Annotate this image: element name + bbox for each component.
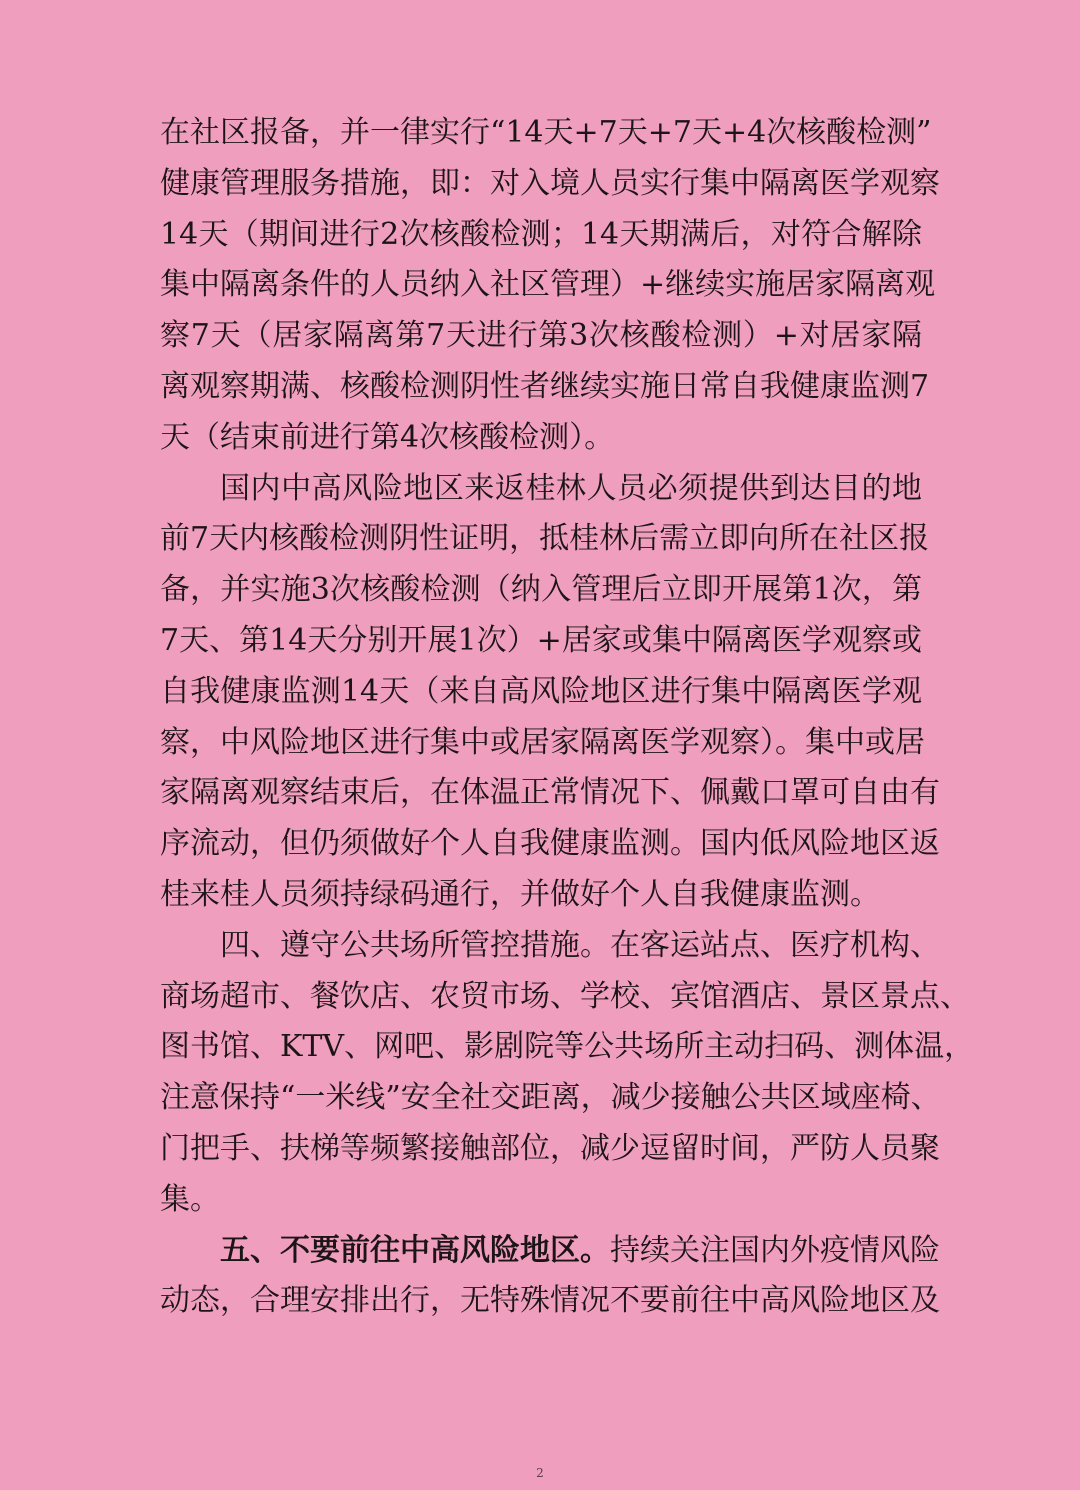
text-line: 察7天（居家隔离第7天进行第3次核酸检测）+对居家隔: [160, 318, 922, 354]
text-line: 集中隔离条件的人员纳入社区管理）+继续实施居家隔离观: [160, 267, 936, 303]
text-line: 前7天内核酸检测阴性证明，抵桂林后需立即向所在社区报: [160, 521, 930, 557]
text-line: 7天、第14天分别开展1次）+居家或集中隔离医学观察或: [160, 622, 922, 658]
section-five-line: [160, 1226, 940, 1277]
text-line: 注意保持“一米线”安全社交距离，减少接触公共区域座椅、: [160, 1080, 941, 1116]
section-five-text: 持续关注国内外疫情风险: [610, 1232, 940, 1268]
text-line: 序流动，但仍须做好个人自我健康监测。国内低风险地区返: [160, 826, 940, 862]
text-line: 健康管理服务措施，即：对入境人员实行集中隔离医学观察: [160, 165, 940, 201]
text-line: 天（结束前进行第4次核酸检测）。: [160, 419, 615, 455]
text-line: 国内中高风险地区来返桂林人员必须提供到达目的地: [220, 470, 922, 506]
text-line: 家隔离观察结束后，在体温正常情况下、佩戴口罩可自由有: [160, 775, 940, 811]
text-line: 动态，合理安排出行，无特殊情况不要前往中高风险地区及: [160, 1283, 940, 1319]
text-line: 察，中风险地区进行集中或居家隔离医学观察）。集中或居: [160, 724, 925, 760]
document-body: [160, 108, 975, 1327]
text-line: 图书馆、KTV、网吧、影剧院等公共场所主动扫码、测体温，: [160, 1029, 975, 1065]
text-line: 四、遵守公共场所管控措施。在客运站点、医疗机构、: [220, 927, 940, 963]
text-line: 自我健康监测14天（来自高风险地区进行集中隔离医学观: [160, 673, 922, 709]
text-line: 备，并实施3次核酸检测（纳入管理后立即开展第1次，第: [160, 572, 922, 608]
text-line: 商场超市、餐饮店、农贸市场、学校、宾馆酒店、景区景点、: [160, 978, 970, 1014]
text-line: 集。: [160, 1181, 220, 1217]
text-line: 14天（期间进行2次核酸检测；14天期满后，对符合解除: [160, 216, 922, 252]
text-line: 门把手、扶梯等频繁接触部位，减少逗留时间，严防人员聚: [160, 1130, 940, 1166]
text-line: 离观察期满、核酸检测阴性者继续实施日常自我健康监测7: [160, 368, 930, 404]
text-line: 桂来桂人员须持绿码通行，并做好个人自我健康监测。: [160, 876, 880, 912]
page-number: 2: [536, 1466, 544, 1480]
section-five-heading: 五、不要前往中高风险地区。: [220, 1232, 610, 1268]
text-line: 在社区报备，并一律实行“14天+7天+7天+4次核酸检测”: [160, 115, 932, 150]
